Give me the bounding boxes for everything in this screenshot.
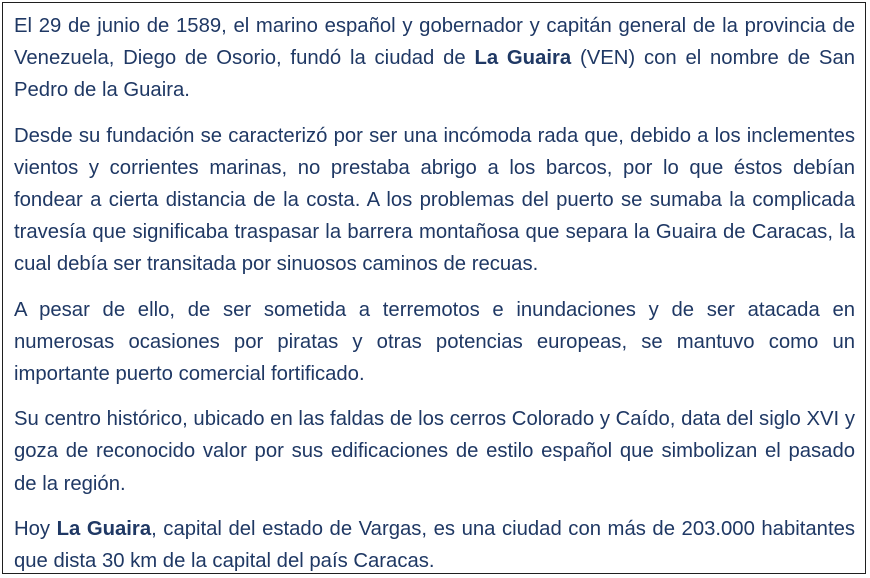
- paragraph-2: [14, 120, 855, 281]
- paragraph-5-text-b: , capital del estado de Vargas, es una ciudad con más de 203.000 habitantes que dista 30 km de la capital del país Caracas.: [14, 517, 855, 573]
- paragraph-3-text: A pesar de ello, de ser sometida a terremotos e inundaciones y de ser atacada en numerosas ocasiones por piratas y otras potencias europeas, se mantuvo como un importante puerto comercial fortificado.: [14, 298, 855, 386]
- paragraph-4: [14, 403, 855, 500]
- city-name-bold: La Guaira: [56, 517, 152, 540]
- city-name-bold: La Guaira: [474, 47, 572, 70]
- paragraph-4-text: Su centro histórico, ubicado en las faldas de los cerros Colorado y Caído, data del siglo XVI y goza de reconocido valor por sus edificaciones de estilo español que simbolizan el pasado de la región.: [14, 408, 855, 495]
- paragraph-3: [14, 294, 855, 391]
- paragraph-1-text-a: El 29 de junio de 1589, el marino español y gobernador y capitán general de la provincia de Venezuela, Diego de Osorio, fundó la ciudad de: [14, 15, 855, 70]
- paragraph-1: [14, 10, 855, 107]
- paragraph-5-text-a: Hoy: [14, 517, 57, 540]
- paragraph-5: [14, 513, 855, 577]
- text-box: [2, 2, 866, 574]
- paragraph-2-text: Desde su fundación se caracterizó por ser una incómoda rada que, debido a los inclementes vientos y corrientes marinas, no prestaba abrigo a los barcos, por lo que éstos debían fondear a cierta distancia de la costa. A los problemas del puerto se sumaba la complicada travesía que significaba traspasar la barrera montañosa que separa la Guaira de Caracas, la cual debía ser transitada por sinuosos caminos de recuas.: [14, 124, 855, 276]
- paragraph-1-text-b: (VEN) con el nombre de San Pedro de la Guaira.: [14, 47, 855, 102]
